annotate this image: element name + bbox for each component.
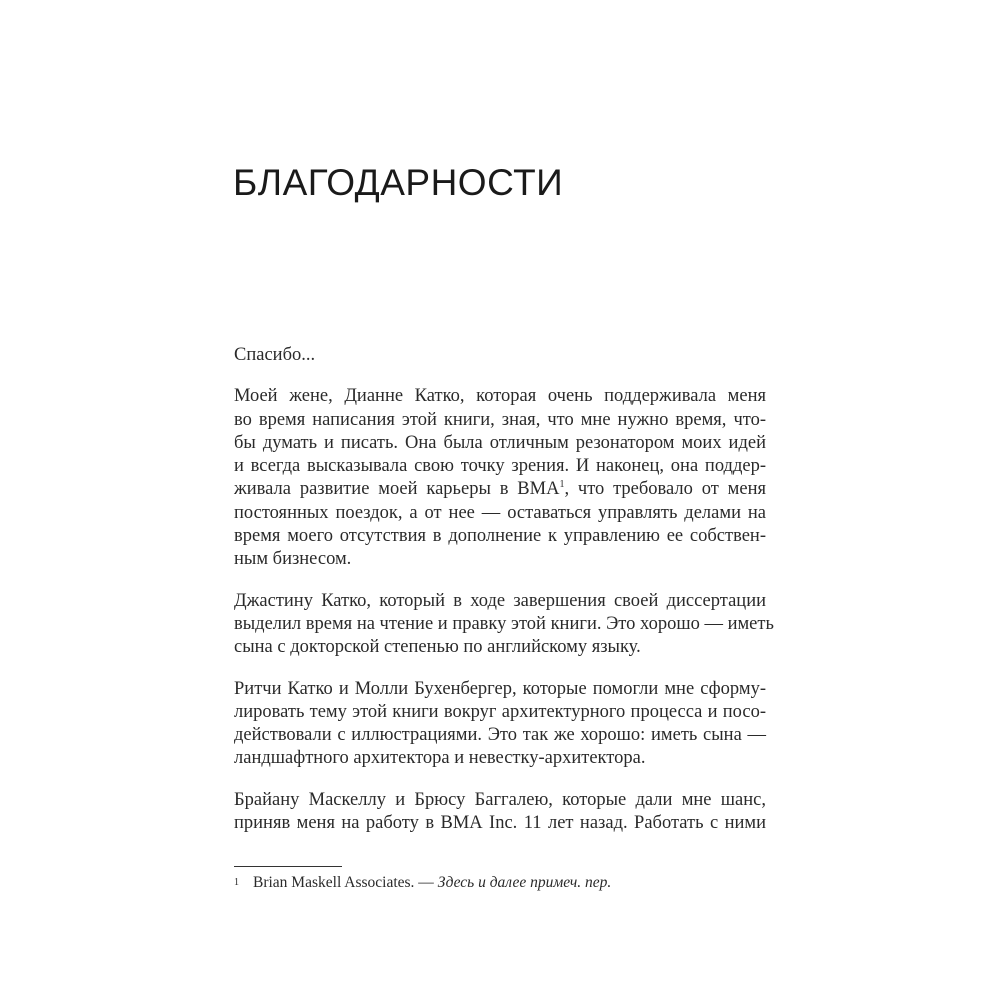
text-line: постоянных поездок, а от нее — оставаться управлять делами на	[234, 502, 766, 523]
text-line: Джастину Катко, который в ходе завершения своей диссертации	[234, 590, 766, 611]
body-text	[234, 344, 774, 835]
text-line: приняв меня на работу в ВМА Inc. 11 лет назад. Работать с ними	[234, 813, 766, 834]
text-line: ландшафтного архитектора и невестку-архитектора.	[234, 748, 646, 769]
paragraph-justin	[234, 590, 774, 660]
text-segment: живала развитие моей карьеры в ВМА	[234, 479, 560, 500]
footnote-number: 1	[234, 877, 239, 888]
paragraph-wife	[234, 385, 766, 571]
text-line: действовали с иллюстрациями. Это так же хорошо: иметь сына —	[234, 725, 766, 746]
text-line: бы думать и писать. Она была отличным резонатором моих идей	[234, 432, 766, 453]
text-line: сына с докторской степенью по английскому языку.	[234, 637, 641, 658]
footnote-ref[interactable]: 1	[559, 479, 565, 491]
text-line: лировать тему этой книги вокруг архитектурного процесса и посо-	[234, 701, 766, 722]
text-line: Ритчи Катко и Молли Бухенбергер, которые помогли мне сформу-	[234, 678, 766, 699]
footnote-text: Brian Maskell Associates. —	[253, 874, 438, 891]
text-line	[234, 478, 766, 501]
paragraph-brian	[234, 789, 766, 836]
footnote	[234, 873, 611, 893]
text-line: ным бизнесом.	[234, 549, 352, 570]
text-line: и всегда высказывала свою точку зрения. И наконец, она поддер-	[234, 456, 766, 477]
text-line: время моего отсутствия в дополнение к управлению ее собствен-	[234, 526, 766, 547]
page-title: БЛАГОДАРНОСТИ	[233, 162, 564, 203]
text-segment: , что требовало от меня	[564, 479, 766, 500]
footnote-italic: Здесь и далее примеч. пер.	[437, 874, 612, 891]
text-line: выделил время на чтение и правку этой книги. Это хорошо — иметь	[234, 613, 774, 634]
paragraph-ritchie	[234, 678, 766, 771]
text-line: Брайану Маскеллу и Брюсу Баггалею, которые дали мне шанс,	[234, 789, 766, 810]
text-line: Моей жене, Дианне Катко, которая очень поддерживала меня	[234, 386, 766, 407]
text-line: во время написания этой книги, зная, что мне нужно время, что-	[234, 409, 766, 430]
text-line: Спасибо...	[234, 345, 316, 365]
footnote-divider	[234, 866, 342, 867]
intro-paragraph	[234, 344, 766, 367]
